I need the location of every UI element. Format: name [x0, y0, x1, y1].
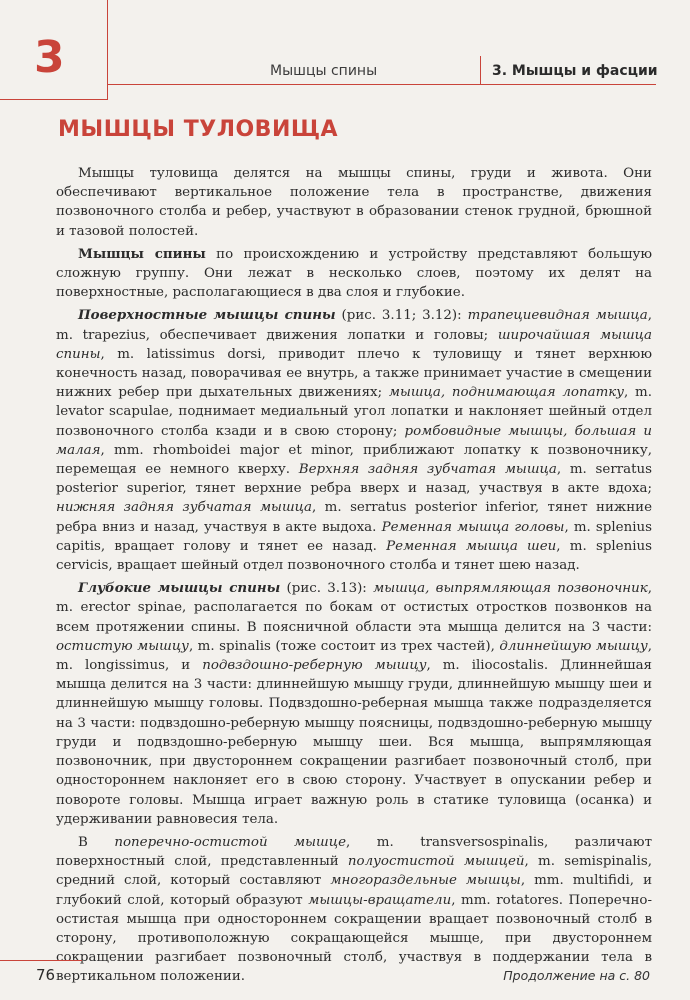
text-run: , m. longissimus, и	[56, 638, 652, 674]
text-run: (рис. 3.13):	[280, 581, 374, 597]
emphasis-run: многораздельные мышцы	[330, 873, 521, 889]
text-run: (рис. 3.11; 3.12):	[335, 308, 468, 324]
text-run: , m. iliocostalis. Длиннейшая мышца делится на 3 части: длиннейшую мышцу груди, длиннейшую мышцу шеи и длиннейшую мышцу головы. Подвздошно-реберная мышца также подразделяется на 3 части: подвздошно-реберную мышцу поясницы, подвздошно-реберную мышцу груди и подвздошно-реберную мышцу шеи. Вся мышца, выпрямляющая позвоночник, при двустороннем сокращении разгибает позвоночный столб, при одностороннем наклоняет его в свою сторону. Участвует в опускании ребер и повороте головы. Мышца играет важную роль в статике туловища (осанка) и удерживании равновесия тела.	[56, 658, 652, 827]
text-run: , m. semispinalis, средний слой, который составляют	[56, 854, 652, 889]
text-run: , m. transversospinalis, различают поверхностный слой, представленный	[56, 834, 652, 870]
text-run: Мышцы туловища делятся на мышцы спины, груди и живота. Они обеспечивают вертикальное положение тела в пространстве, движения позвоночного столба и ребер, участвуют в образовании стенок грудной, брюшной и тазовой полостей.	[56, 166, 652, 239]
emphasis-run: трапециевидная мышца	[467, 308, 648, 324]
text-run: , m. erector spinae, располагается по бокам от остистых отростков позвонков на всем протяжении спины. В поясничной области эта мышца делится на 3 части:	[56, 581, 652, 635]
text-run: , m. trapezius, обеспечивает движения лопатки и головы;	[56, 308, 652, 343]
emphasis-run: полуостистой мышцей	[347, 854, 525, 870]
text-run: , m. splenius cervicis, вращает шейный отдел позвоночного столба и тянет шею назад.	[56, 538, 652, 574]
section-title: МЫШЦЫ ТУЛОВИЩА	[58, 117, 339, 142]
emphasis-run: Ременная мышца шеи	[386, 538, 557, 554]
emphasis-run: ромбовидные мышцы, большая и малая	[56, 423, 652, 458]
text-run: В	[78, 834, 115, 850]
emphasis-run: нижняя задняя зубчатая мышца	[56, 500, 312, 516]
text-run: по происхождению и устройству представляют большую сложную группу. Они лежат в несколько слоев, поэтому их делят на поверхностные, располагающиеся в два слоя и глубокие.	[56, 246, 652, 301]
running-header-chapter: 3. Мышцы и фасции	[492, 63, 658, 79]
emphasis-run: Ременная мышца головы	[381, 519, 565, 535]
emphasis-run: подвздошно-реберную мышцу	[202, 658, 427, 674]
footer-rule	[0, 960, 82, 961]
text-run: , mm. rhomboidei major et minor, приближают лопатку к позвоночнику, перемещая ее немного кверху.	[56, 442, 652, 478]
emphasis-run: длиннейшую мышцу	[499, 638, 648, 654]
chapter-number: 3	[34, 32, 65, 83]
paragraph	[56, 306, 652, 575]
text-run: , m. latissimus dorsi, приводит плечо к туловищу и тянет верхнюю конечность назад, поворачивая ее внутрь, а также принимает участие в смещении нижних ребер при дыхательных движениях;	[56, 346, 652, 401]
emphasis-run: Верхняя задняя зубчатая мышца	[298, 462, 557, 478]
text-run: , m. serratus posterior inferior, тянет нижние ребра вниз и назад, участвуя в акте выдоха.	[56, 500, 652, 535]
paragraph	[56, 245, 652, 303]
body-text	[56, 164, 652, 991]
paragraph	[56, 579, 652, 829]
emphasis-run: Мышцы спины	[78, 245, 206, 262]
continued-note: Продолжение на с. 80	[503, 968, 650, 983]
paragraph	[56, 164, 652, 241]
emphasis-run: мышца, поднимающая лопатку	[388, 385, 625, 401]
text-run: , m. spinalis (тоже состоит из трех частей),	[188, 638, 500, 654]
text-run: , m. serratus posterior superior, тянет верхние ребра вверх и назад, участвуя в акте вдоха;	[56, 462, 652, 497]
emphasis-run: мышца, выпрямляющая позвоночник	[373, 581, 648, 597]
text-run: , mm. multifidi, и глубокий слой, который образуют	[56, 873, 652, 908]
chapter-marker	[0, 0, 108, 100]
page-number: 76	[36, 966, 56, 984]
running-header-section: Мышцы спины	[270, 63, 378, 79]
text-run: , mm. rotatores. Поперечно-остистая мышца при одностороннем сокращении вращает позвоночный столб в сторону, противоположную сокращающейся мышце, при двустороннем сокращении разгибает позвоночный столб, участвуя в поддержании тела в вертикальном положении.	[56, 892, 652, 985]
emphasis-run: Поверхностные мышцы спины	[78, 307, 336, 324]
text-run: , m. splenius capitis, вращает голову и тянет ее назад.	[56, 519, 652, 554]
emphasis-run: широчайшая мышца спины	[56, 327, 652, 362]
emphasis-run: мышцы-вращатели	[308, 892, 452, 908]
header-separator	[480, 56, 481, 84]
emphasis-run: Глубокие мышцы спины	[78, 580, 281, 597]
emphasis-run: поперечно-остистой мышце	[114, 834, 347, 850]
header-rule	[108, 84, 656, 85]
emphasis-run: остистую мышцу	[56, 638, 189, 654]
paragraph	[56, 833, 652, 987]
text-run: , m. levator scapulae, поднимает медиальный угол лопатки и наклоняет шейный отдел позвоночного столба кзади и в свою сторону;	[56, 385, 652, 439]
